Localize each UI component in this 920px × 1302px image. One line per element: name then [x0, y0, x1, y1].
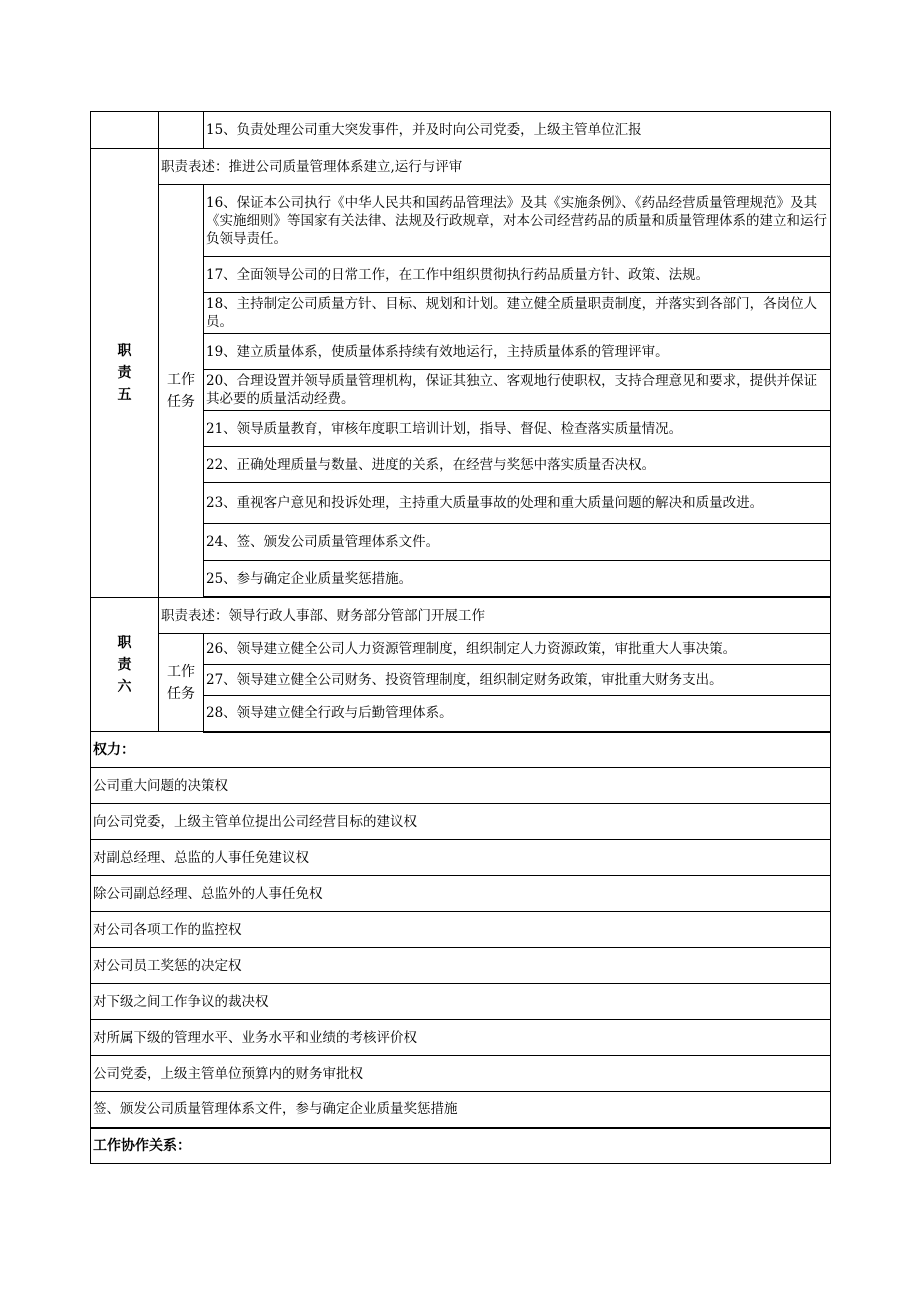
power-row — [91, 840, 831, 876]
task-16: 16、保证本公司执行《中华人民共和国药品管理法》及其《实施条例》、《药品经营质量管理规范》及其《实施细则》等国家有关法律、法规及行政规章，对本公司经营药品的质量和质量管理体系的建立和运行负领导责任。 — [204, 185, 831, 257]
power-item: 对副总经理、总监的人事任免建议权 — [91, 840, 831, 876]
powers-title: 权力： — [91, 732, 831, 768]
task-25: 25、参与确定企业质量奖惩措施。 — [204, 561, 831, 597]
power-row — [91, 768, 831, 804]
duty5-summary-row — [91, 149, 831, 185]
power-item: 对所属下级的管理水平、业务水平和业绩的考核评价权 — [91, 1020, 831, 1056]
duty5-task-label: 工作任务 — [159, 185, 204, 598]
duty6-summary-row — [91, 598, 831, 634]
task-22: 22、正确处理质量与数量、进度的关系，在经营与奖惩中落实质量否决权。 — [204, 447, 831, 483]
duty4-tail-row — [91, 112, 831, 149]
duty5-task-row — [91, 185, 831, 257]
task-23: 23、重视客户意见和投诉处理，主持重大质量事故的处理和重大质量问题的解决和质量改进。 — [204, 483, 831, 524]
duty6-summary: 职责表述：领导行政人事部、财务部分管部门开展工作 — [159, 598, 831, 634]
duty4-label-cell — [91, 112, 159, 149]
power-row — [91, 1092, 831, 1128]
duty6-label: 职责六 — [91, 598, 159, 732]
powers-header-row — [91, 732, 831, 768]
power-item: 签、颁发公司质量管理体系文件，参与确定企业质量奖惩措施 — [91, 1092, 831, 1128]
power-item: 对公司员工奖惩的决定权 — [91, 948, 831, 984]
task-21: 21、领导质量教育，审核年度职工培训计划，指导、督促、检查落实质量情况。 — [204, 411, 831, 447]
power-row — [91, 876, 831, 912]
task-15: 15、负责处理公司重大突发事件，并及时向公司党委，上级主管单位汇报 — [204, 112, 831, 149]
task-19: 19、建立质量体系，使质量体系持续有效地运行，主持质量体系的管理评审。 — [204, 334, 831, 370]
power-row — [91, 984, 831, 1020]
task-28: 28、领导建立健全行政与后勤管理体系。 — [204, 696, 831, 732]
power-item: 除公司副总经理、总监外的人事任免权 — [91, 876, 831, 912]
power-row — [91, 1020, 831, 1056]
duty6-task-row — [91, 634, 831, 665]
power-row — [91, 912, 831, 948]
power-item: 对下级之间工作争议的裁决权 — [91, 984, 831, 1020]
power-row — [91, 804, 831, 840]
power-item: 公司党委，上级主管单位预算内的财务审批权 — [91, 1056, 831, 1092]
job-description-table — [90, 111, 831, 1164]
power-item: 向公司党委，上级主管单位提出公司经营目标的建议权 — [91, 804, 831, 840]
task-20: 20、合理设置并领导质量管理机构，保证其独立、客观地行使职权，支持合理意见和要求，提供并保证其必要的质量活动经费。 — [204, 370, 831, 411]
duty4-task-label-cell — [159, 112, 204, 149]
cooperation-title: 工作协作关系： — [91, 1128, 831, 1164]
task-27: 27、领导建立健全公司财务、投资管理制度，组织制定财务政策，审批重大财务支出。 — [204, 665, 831, 696]
task-24: 24、签、颁发公司质量管理体系文件。 — [204, 524, 831, 561]
task-26: 26、领导建立健全公司人力资源管理制度，组织制定人力资源政策，审批重大人事决策。 — [204, 634, 831, 665]
power-item: 公司重大问题的决策权 — [91, 768, 831, 804]
task-18: 18、主持制定公司质量方针、目标、规划和计划。建立健全质量职责制度，并落实到各部门，各岗位人员。 — [204, 293, 831, 334]
power-item: 对公司各项工作的监控权 — [91, 912, 831, 948]
power-row — [91, 1056, 831, 1092]
duty5-label: 职责五 — [91, 149, 159, 598]
task-17: 17、全面领导公司的日常工作，在工作中组织贯彻执行药品质量方针、政策、法规。 — [204, 257, 831, 293]
duty6-task-label: 工作任务 — [159, 634, 204, 732]
cooperation-header-row — [91, 1128, 831, 1164]
duty5-summary: 职责表述：推进公司质量管理体系建立,运行与评审 — [159, 149, 831, 185]
power-row — [91, 948, 831, 984]
